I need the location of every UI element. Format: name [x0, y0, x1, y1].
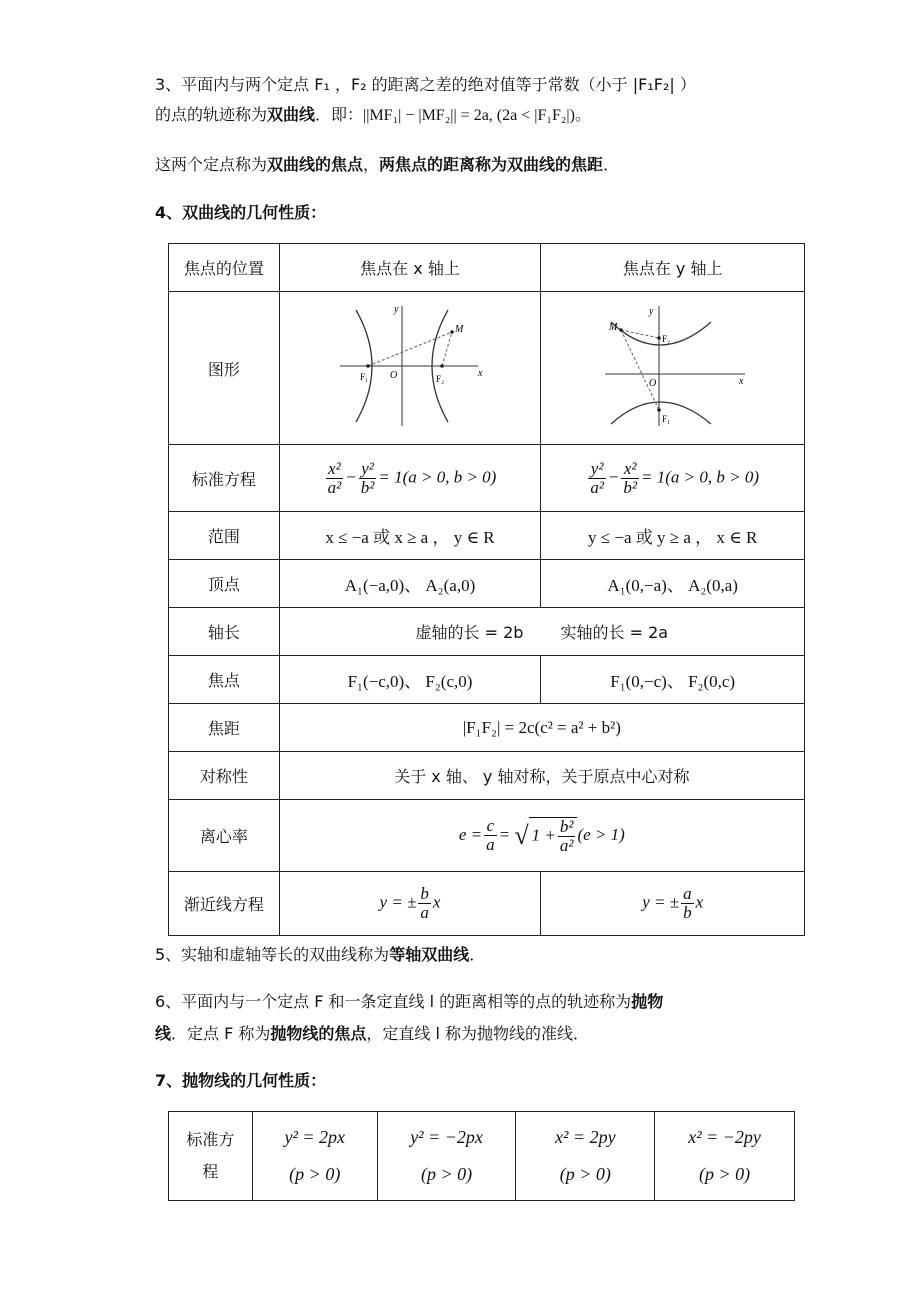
para-hyperbola-definition: [155, 70, 795, 131]
graph-x-axis-hyperbola: [279, 292, 541, 445]
symmetry: 关于 x 轴、 y 轴对称，关于原点中心对称: [279, 752, 804, 800]
origin-label: O: [390, 370, 398, 381]
row-label-graph: 图形: [169, 292, 280, 445]
heading-hyperbola-properties: 4、双曲线的几何性质：: [155, 203, 327, 222]
x-axis-label: x: [478, 368, 483, 379]
graph-y-axis-hyperbola: [541, 292, 805, 445]
para3-line2: 的点的轨迹称为双曲线．即：||MF₁| − |MF₂|| = 2a, (2a < |F₁F₂|)。: [155, 105, 591, 124]
table-row: [169, 704, 805, 752]
vertex-x-axis: A₁(−a,0)、 A₂(a,0): [279, 560, 541, 608]
row-label-axis-length: 轴长: [169, 608, 280, 656]
focus-f1-label: F₁: [360, 372, 369, 382]
row-label-eccentricity: 离心率: [169, 800, 280, 872]
table-row: [169, 445, 805, 512]
y-axis-label: y: [648, 306, 654, 317]
foci-x-axis: F₁(−c,0)、 F₂(c,0): [279, 656, 541, 704]
equation-y-axis: $\frac{\text{y²}}{\text{a²}}$ − $\frac{\text{x²}}{\text{b²}}$ = 1(a > 0, b > 0): [541, 445, 805, 512]
table-row: [169, 1112, 795, 1201]
table-row: [169, 656, 805, 704]
hyperbola-properties-table: [168, 243, 805, 936]
parabola-properties-table: [168, 1111, 795, 1201]
row-label-symmetry: 对称性: [169, 752, 280, 800]
table-row: [169, 752, 805, 800]
range-y-axis: y ≤ −a 或 y ≥ a ， x ∈ R: [541, 512, 805, 560]
heading-parabola-properties: 7、抛物线的几何性质：: [155, 1071, 327, 1090]
term-focal-distance: 两焦点的距离称为双曲线的焦距: [379, 155, 604, 174]
focus-f2-label: F₂: [661, 334, 670, 344]
origin-label: O: [648, 378, 656, 389]
parabola-eq-right: y² = 2px (p > 0): [252, 1112, 377, 1201]
term-foci: 双曲线的焦点: [267, 155, 364, 174]
header-y-axis: 焦点在 y 轴上: [541, 244, 805, 292]
table-row: [169, 560, 805, 608]
para-equilateral-hyperbola: 5、实轴和虚轴等长的双曲线称为等轴双曲线．: [155, 945, 486, 964]
header-focus-position: 焦点的位置: [169, 244, 280, 292]
table-row: [169, 512, 805, 560]
row-label-vertex: 顶点: [169, 560, 280, 608]
focus-f2-label: F₂: [436, 374, 445, 384]
eccentricity: e = $\frac{c}{a}$ = √ 1 + $\frac{\text{b²}}{\text{a²}}$ (e > 1): [279, 800, 804, 872]
row-label-foci: 焦点: [169, 656, 280, 704]
header-x-axis: 焦点在 x 轴上: [279, 244, 541, 292]
parabola-eq-left: y² = −2px (p > 0): [377, 1112, 516, 1201]
point-m-label: M: [608, 322, 617, 333]
row-label-range: 范围: [169, 512, 280, 560]
table-row: [169, 608, 805, 656]
term-parabola-focus: 抛物线的焦点: [270, 1024, 367, 1043]
x-axis-label: x: [738, 376, 744, 387]
para-parabola-definition: 6、平面内与一个定点 F 和一条定直线 l 的距离相等的点的轨迹称为抛物 线．定点 F 称为抛物线的焦点，定直线 l 称为抛物线的准线．: [155, 992, 664, 1043]
hyperbola-x-figure: [330, 302, 490, 430]
term-equilateral-hyperbola: 等轴双曲线: [389, 945, 470, 964]
table-row: [169, 244, 805, 292]
asymptote-x-axis: y = ± $\frac{b}{a}$ x: [279, 872, 541, 936]
table-row: [169, 292, 805, 445]
point-m-label: M: [455, 324, 464, 335]
term-hyperbola: 双曲线: [267, 105, 316, 124]
parabola-eq-up: x² = 2py (p > 0): [516, 1112, 655, 1201]
foci-y-axis: F₁(0,−c)、 F₂(0,c): [541, 656, 805, 704]
y-axis-label: y: [394, 304, 399, 315]
parabola-eq-down: x² = −2py (p > 0): [655, 1112, 795, 1201]
parabola-label: 标准方 程: [169, 1112, 253, 1201]
asymptote-y-axis: y = ± $\frac{a}{b}$ x: [541, 872, 805, 936]
focus-f1-label: F₁: [661, 414, 670, 424]
focal-distance: |F₁F₂| = 2c(c² = a² + b²): [279, 704, 804, 752]
para3-line1: 3、平面内与两个定点 F₁ ，F₂ 的距离之差的绝对值等于常数（小于 |F₁F₂| ）: [155, 75, 696, 94]
hyperbola-y-figure: [593, 302, 753, 430]
table-row: [169, 800, 805, 872]
table-row: [169, 872, 805, 936]
vertex-y-axis: A₁(0,−a)、 A₂(0,a): [541, 560, 805, 608]
row-label-asymptote: 渐近线方程: [169, 872, 280, 936]
axis-length: 虚轴的长 = 2b 实轴的长 = 2a: [279, 608, 804, 656]
row-label-equation: 标准方程: [169, 445, 280, 512]
row-label-focal-distance: 焦距: [169, 704, 280, 752]
range-x-axis: x ≤ −a 或 x ≥ a ， y ∈ R: [279, 512, 541, 560]
equation-x-axis: $\frac{\text{x²}}{\text{a²}}$ − $\frac{\text{y²}}{\text{b²}}$ = 1(a > 0, b > 0): [279, 445, 541, 512]
para-foci-definition: 这两个定点称为双曲线的焦点，两焦点的距离称为双曲线的焦距．: [155, 155, 620, 174]
